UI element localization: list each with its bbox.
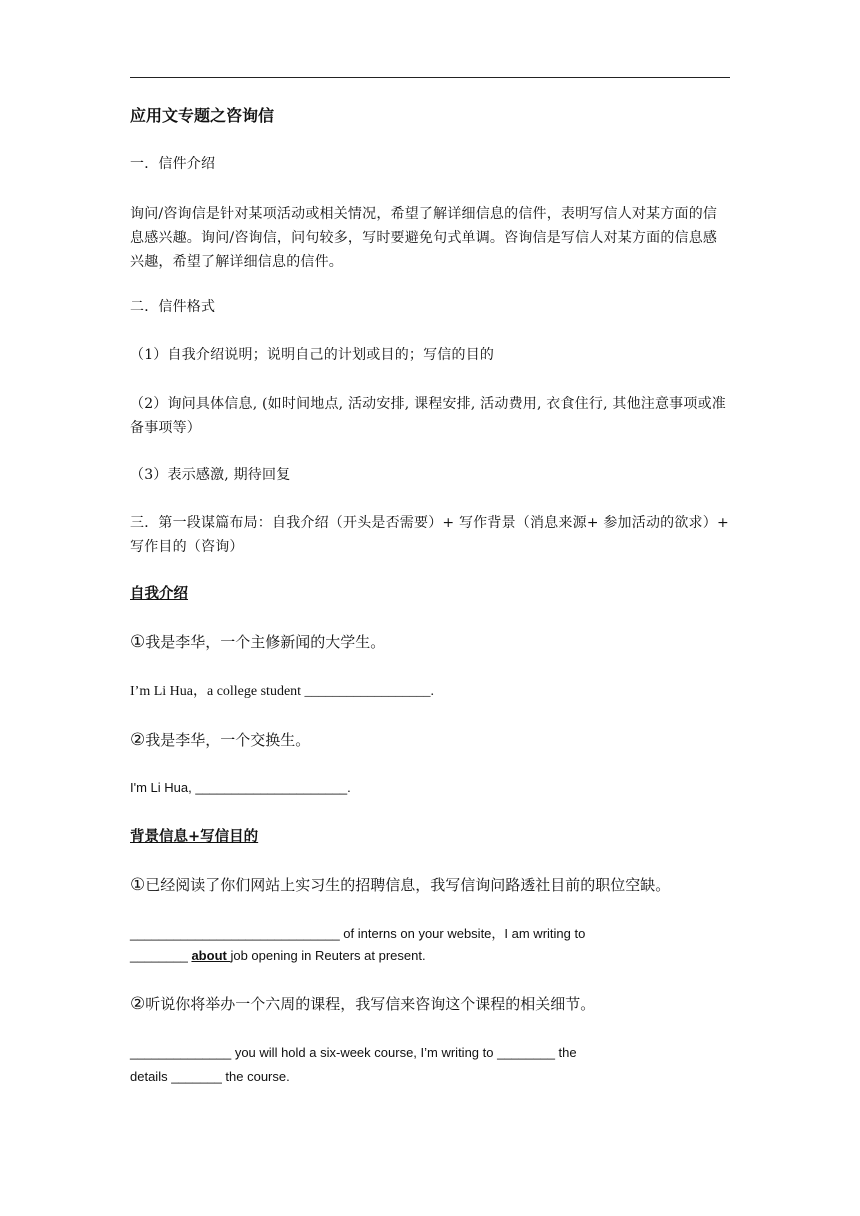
line-rest: job opening in Reuters at present. [230, 948, 426, 963]
intro-example-2-text: 我是李华，一个交换生。 [145, 731, 311, 749]
section-1-heading: 一．信件介绍 [130, 156, 216, 172]
circled-number-1: ① [130, 632, 146, 652]
format-item-3: （3）表示感激, 期待回复 [130, 467, 291, 483]
circled-number-2: ② [130, 730, 146, 750]
document-title: 应用文专题之咨询信 [130, 106, 275, 125]
background-example-2-en-line-1: ______________ you will hold a six-week course, I’m writing to ________ the [130, 1045, 577, 1060]
format-item-2: （2）询问具体信息, (如时间地点, 活动安排, 课程安排, 活动费用, 衣食住行, 其他注意事项或准备事项等） [130, 396, 726, 436]
blank: ________ [130, 948, 192, 963]
header-rule [130, 77, 730, 78]
background-example-1-text: 已经阅读了你们网站上实习生的招聘信息，我写信询问路透社目前的职位空缺。 [145, 876, 671, 894]
section-1-paragraph: 询问/咨询信是针对某项活动或相关情况，希望了解详细信息的信件，表明写信人对某方面的信息感兴趣。询问/咨询信，问句较多，写时要避免句式单调。咨询信是写信人对某方面的信息感兴趣，希望了解详细信息的信件。 [130, 206, 718, 270]
background-heading: 背景信息+写信目的 [130, 828, 259, 845]
circled-number-2b: ② [130, 994, 146, 1014]
intro-example-2-en: I'm Li Hua, _____________________. [130, 780, 351, 795]
intro-heading: 自我介绍 [130, 585, 188, 602]
format-item-1: （1）自我介绍说明；说明自己的计划或目的；写信的目的 [130, 347, 495, 363]
background-example-2-text: 听说你将举办一个六周的课程，我写信来咨询这个课程的相关细节。 [145, 995, 596, 1013]
intro-example-1-cn [130, 631, 730, 653]
background-example-1-cn [130, 874, 730, 896]
background-example-1-en-line-1: _____________________________ of interns on your website，I am writing to [130, 926, 586, 941]
intro-example-1-text: 我是李华，一个主修新闻的大学生。 [145, 633, 386, 651]
intro-example-1-en: I’m Li Hua，a college student __________________. [130, 684, 435, 699]
background-example-2-cn [130, 993, 730, 1015]
circled-number-1b: ① [130, 875, 146, 895]
section-2-heading: 二．信件格式 [130, 299, 216, 315]
section-3-heading: 三．第一段谋篇布局：自我介绍（开头是否需要）+ 写作背景（消息来源+ 参加活动的欲求）+ 写作目的（咨询） [130, 515, 729, 555]
background-example-2-en-line-2: details _______ the course. [130, 1069, 290, 1084]
about-word: about [191, 948, 231, 963]
intro-example-2-cn [130, 729, 730, 751]
background-example-1-en-line-2 [130, 945, 730, 967]
